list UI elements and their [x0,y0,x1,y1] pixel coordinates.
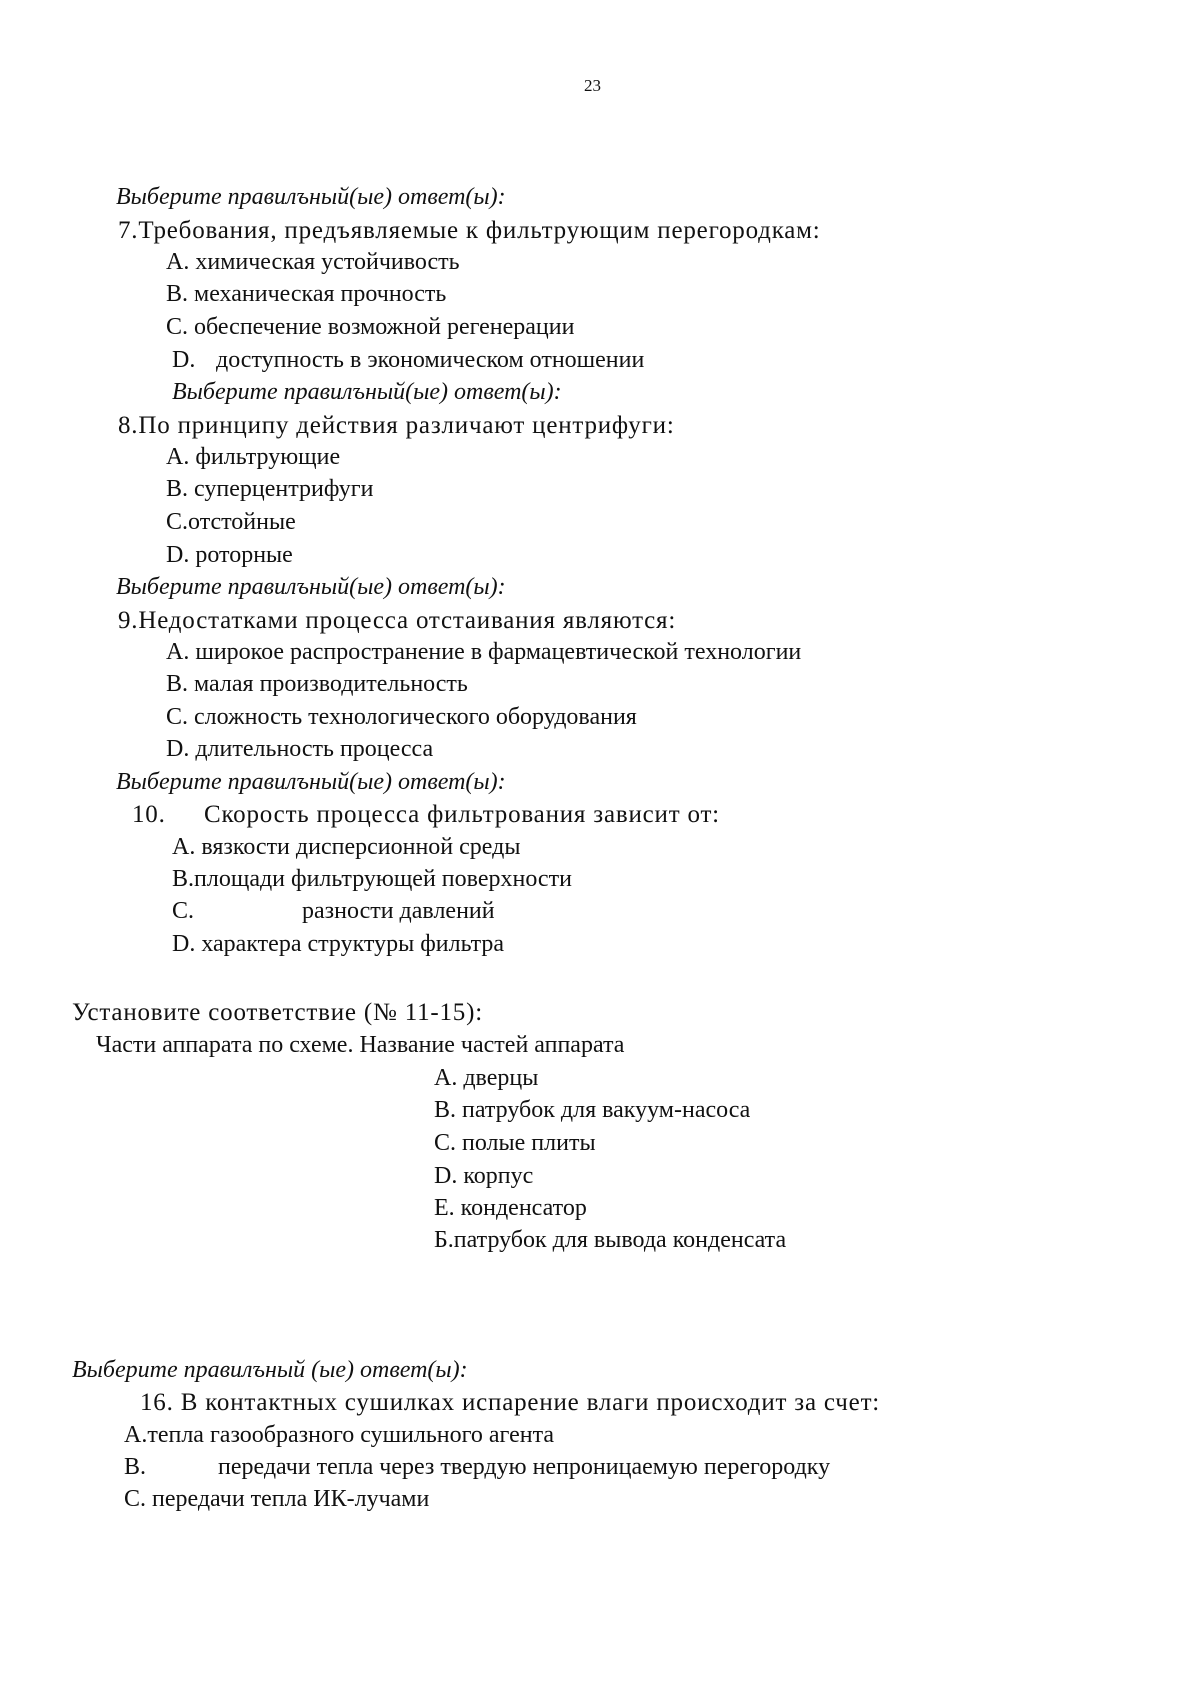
q7-option-c [166,315,574,339]
q7-number: 7. [118,217,139,244]
item-label: C. [434,1130,457,1156]
match-heading: Установите соответствие (№ 11-15): [72,999,483,1026]
q10-option-a [172,835,520,859]
option-label: A. [166,444,190,470]
q9-question [118,608,676,633]
option-text: обеспечение возможной регенерации [194,314,575,340]
option-label: A. [172,834,196,860]
match-item-c [434,1131,596,1155]
match-item-f [434,1228,786,1252]
option-label: B. [166,281,189,307]
q16-question [140,1390,880,1415]
q10-text: Скорость процесса фильтрования зависит от: [204,801,720,828]
q9-option-d [166,737,433,761]
option-label: D. [172,347,196,373]
option-text: малая производительность [194,671,468,697]
q7-option-b [166,282,446,306]
q8-instruction: Выберите правилъный(ые) ответ(ы): [172,379,562,405]
q16-instruction: Выберите правилъный (ые) ответ(ы): [72,1357,468,1383]
q9-option-a [166,640,801,664]
option-text: разности давлений [302,898,495,924]
q16-option-a [124,1423,554,1447]
option-label: D. [172,931,196,957]
q8-option-b [166,477,373,501]
item-text: патрубок для вывода конденсата [453,1227,787,1253]
option-text: роторные [195,542,293,568]
option-label: C. [124,1486,147,1512]
q9-text: Недостатками процесса отстаивания являются: [138,607,677,634]
q10-number: 10. [132,801,166,828]
item-label: Б. [434,1227,454,1253]
option-label: C. [166,704,189,730]
option-label: A. [166,249,190,275]
q8-number: 8. [118,412,139,439]
option-label: C. [166,314,189,340]
q10-option-c [172,899,495,923]
option-label: D. [166,542,190,568]
q10-option-b [172,867,572,891]
option-label: C. [166,509,189,535]
option-label: B. [124,1454,147,1480]
q7-instruction: Выберите правилъный(ые) ответ(ы): [116,184,506,210]
option-text: площади фильтрующей поверхности [194,866,572,892]
option-text: характера структуры фильтра [201,931,505,957]
option-text: доступность в экономическом отношении [216,347,645,373]
option-text: тепла газообразного сушильного агента [147,1422,555,1448]
item-text: патрубок для вакуум-насоса [462,1097,751,1123]
q7-text: Требования, предъявляемые к фильтрующим перегородкам: [138,217,821,244]
q8-option-d [166,543,293,567]
option-label: B. [172,866,195,892]
option-label: C. [172,898,195,924]
option-label: D. [166,736,190,762]
option-text: широкое распространение в фармацевтической технологии [195,639,802,665]
match-item-d [434,1164,533,1188]
option-text: сложность технологического оборудования [194,704,637,730]
q7-option-d [172,348,644,372]
page-number: 23 [584,76,601,95]
q8-question [118,413,675,438]
q9-number: 9. [118,607,139,634]
option-text: передачи тепла ИК-лучами [152,1486,430,1512]
option-text: механическая прочность [194,281,447,307]
option-text: вязкости дисперсионной среды [201,834,521,860]
item-text: полые плиты [462,1130,596,1156]
q10-option-d [172,932,504,956]
item-text: корпус [463,1163,534,1189]
option-text: длительность процесса [195,736,434,762]
q16-option-c [124,1487,429,1511]
option-text: суперцентрифуги [194,476,374,502]
option-text: фильтрующие [195,444,341,470]
option-label: A. [124,1422,148,1448]
q10-question [132,802,720,827]
item-text: дверцы [463,1065,539,1091]
q16-option-b [124,1455,830,1479]
q8-text: По принципу действия различают центрифуги: [138,412,675,439]
option-text: передачи тепла через твердую непроницаемую перегородку [218,1454,831,1480]
item-label: E. [434,1195,455,1221]
option-label: B. [166,671,189,697]
q8-option-c [166,510,296,534]
q8-option-a [166,445,340,469]
q16-number: 16. [140,1389,174,1416]
match-subheading: Части аппарата по схеме. Название частей аппарата [96,1032,625,1058]
item-label: B. [434,1097,457,1123]
option-label: A. [166,639,190,665]
q9-option-c [166,705,637,729]
option-label: B. [166,476,189,502]
item-label: A. [434,1065,458,1091]
q16-text: В контактных сушилках испарение влаги происходит за счет: [180,1389,881,1416]
q9-instruction: Выберите правилъный(ые) ответ(ы): [116,574,506,600]
match-item-e [434,1196,587,1220]
item-label: D. [434,1163,458,1189]
option-text: отстойные [188,509,296,535]
q9-option-b [166,672,468,696]
match-item-a [434,1066,538,1090]
option-text: химическая устойчивость [195,249,460,275]
q10-instruction: Выберите правилъный(ые) ответ(ы): [116,769,506,795]
q7-question [118,218,821,243]
item-text: конденсатор [460,1195,587,1221]
match-item-b [434,1098,750,1122]
q7-option-a [166,250,460,274]
